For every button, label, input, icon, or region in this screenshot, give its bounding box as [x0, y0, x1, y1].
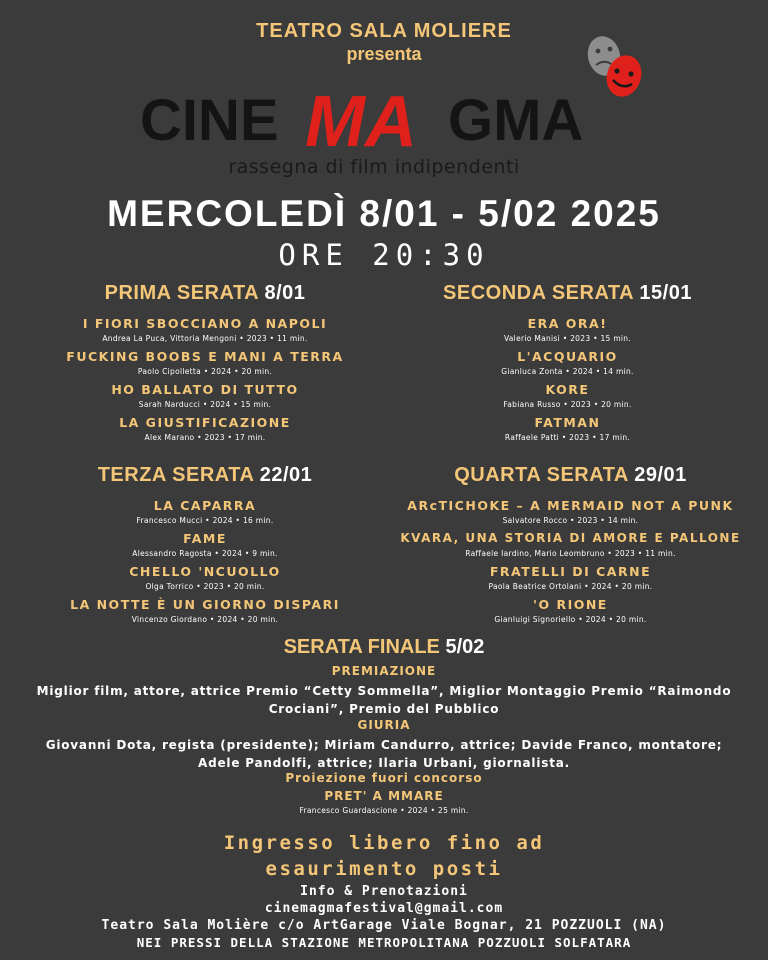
out-of-competition-credit: Francesco Guardascione • 2024 • 25 min.: [299, 806, 469, 815]
festival-subtitle: rassegna di film indipendenti: [228, 156, 520, 178]
film-credit: Olga Torrico • 2023 • 20 min.: [145, 582, 265, 591]
film-title: FUCKING BOOBS E MANI A TERRA: [66, 349, 344, 364]
film-title: FAME: [183, 531, 227, 546]
night-title: PRIMA SERATA 8/01: [104, 282, 306, 304]
jury-line: Adele Pandolfi, attrice; Ilaria Urbani, giornalista.: [198, 756, 570, 770]
film-credit: Vincenzo Giordano • 2024 • 20 min.: [131, 615, 279, 624]
show-time: ORE 20:30: [278, 238, 490, 272]
film-title: L'ACQUARIO: [517, 349, 618, 364]
night-4: [388, 464, 753, 629]
logo-gma: GMA: [448, 88, 584, 153]
film-title: LA GIUSTIFICAZIONE: [119, 415, 291, 430]
film-credit: Sarah Narducci • 2024 • 15 min.: [138, 400, 272, 409]
film-credit: Andrea La Puca, Vittoria Mengoni • 2023 • 11 min.: [102, 334, 308, 343]
awards-line: Crociani”, Premio del Pubblico: [268, 702, 500, 716]
film-title: LA CAPARRA: [153, 498, 257, 513]
final-night-title: SERATA FINALE 5/02: [283, 636, 485, 658]
awards-line: Miglior film, attore, attrice Premio “Cetty Sommella”, Miglior Montaggio Premio “Raimondo: [36, 684, 732, 698]
film-credit: Valerio Manisi • 2023 • 15 min.: [503, 334, 632, 343]
venue-directions: NEI PRESSI DELLA STAZIONE METROPOLITANA POZZUOLI SOLFATARA: [136, 935, 632, 950]
logo-ma: MA: [305, 82, 417, 162]
out-of-competition-film: PRET' A MMARE: [324, 789, 444, 803]
film-credit: Paolo Cipolletta • 2024 • 20 min.: [137, 367, 273, 376]
jury-label: GIURIA: [357, 718, 411, 732]
presenta-label: presenta: [346, 44, 422, 64]
film-title: HO BALLATO DI TUTTO: [111, 382, 299, 397]
film-title: ERA ORA!: [527, 316, 608, 331]
film-credit: Francesco Mucci • 2024 • 16 min.: [136, 516, 274, 525]
film-credit: Gianluca Zonta • 2024 • 14 min.: [501, 367, 634, 376]
film-title: KVARA, UNA STORIA DI AMORE E PALLONE: [400, 531, 741, 545]
film-title: ARcTICHOKE – A MERMAID NOT A PUNK: [407, 498, 734, 513]
awards-label: PREMIAZIONE: [331, 664, 437, 678]
night-title: SECONDA SERATA 15/01: [443, 282, 692, 304]
film-title: I FIORI SBOCCIANO A NAPOLI: [82, 316, 328, 331]
film-credit: Alex Marano • 2023 • 17 min.: [144, 433, 266, 442]
night-title: QUARTA SERATA 29/01: [454, 464, 687, 486]
film-credit: Fabiana Russo • 2023 • 20 min.: [503, 400, 632, 409]
night-1: [40, 282, 370, 447]
info-label: Info & Prenotazioni: [300, 884, 468, 899]
night-2: [400, 282, 735, 447]
film-credit: Gianluigi Signoriello • 2024 • 20 min.: [494, 615, 647, 624]
film-credit: Alessandro Ragosta • 2024 • 9 min.: [132, 549, 278, 558]
film-title: KORE: [545, 382, 590, 397]
night-3: [40, 464, 370, 629]
film-credit: Raffaele Iardino, Mario Leombruno • 2023 • 11 min.: [465, 549, 676, 558]
logo-cine: CINE: [140, 88, 279, 153]
film-title: 'O RIONE: [533, 597, 608, 612]
film-credit: Paola Beatrice Ortolani • 2024 • 20 min.: [488, 582, 653, 591]
jury-line: Giovanni Dota, regista (presidente); Miriam Candurro, attrice; Davide Franco, montatore;: [45, 738, 723, 752]
film-title: CHELLO 'NCUOLLO: [129, 564, 281, 579]
contact-email[interactable]: cinemagmafestival@gmail.com: [264, 901, 504, 916]
theatre-masks-icon: [580, 34, 650, 104]
out-of-competition-label: Proiezione fuori concorso: [285, 771, 483, 785]
film-title: LA NOTTE È UN GIORNO DISPARI: [70, 597, 340, 612]
film-credit: Salvatore Rocco • 2023 • 14 min.: [502, 516, 639, 525]
festival-dates: MERCOLEDÌ 8/01 - 5/02 2025: [107, 193, 661, 234]
film-title: FRATELLI DI CARNE: [489, 564, 652, 579]
theatre-name: TEATRO SALA MOLIERE: [256, 20, 512, 42]
free-entry-notice: Ingresso libero fino ad esaurimento posti: [223, 832, 545, 880]
venue-address: Teatro Sala Molière c/o ArtGarage Viale Bognar, 21 POZZUOLI (NA): [101, 918, 667, 933]
night-title: TERZA SERATA 22/01: [97, 464, 313, 486]
film-title: FATMAN: [534, 415, 601, 430]
film-credit: Raffaele Patti • 2023 • 17 min.: [504, 433, 631, 442]
